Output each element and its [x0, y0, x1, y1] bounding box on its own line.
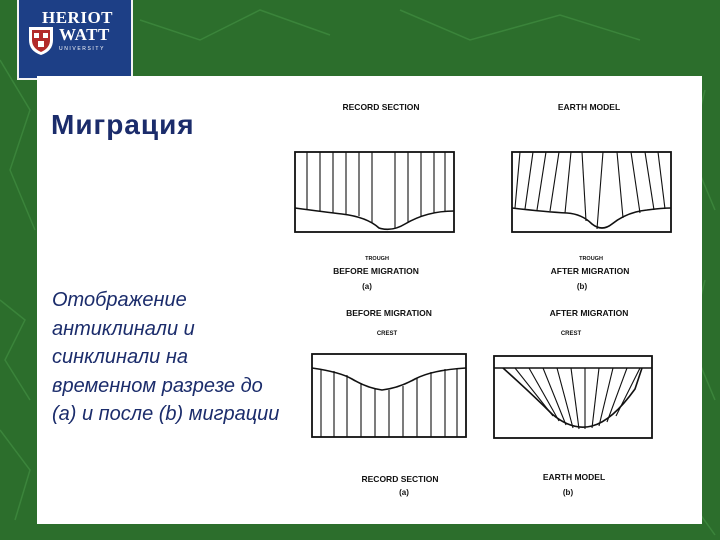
top-left-diagram [295, 152, 454, 232]
top-right-header: EARTH MODEL [557, 102, 621, 112]
bottom-left-feature: CREST [376, 331, 398, 337]
logo-text-heriot: HERIOT [42, 8, 114, 27]
logo-text-university: UNIVERSITY [59, 46, 106, 52]
migration-figure [37, 76, 702, 524]
top-left-header: RECORD SECTION [342, 102, 420, 112]
top-left-caption: BEFORE MIGRATION [333, 266, 419, 276]
top-right-feature: TROUGH [579, 256, 603, 262]
university-logo [17, 0, 133, 80]
bottom-right-feature: CREST [560, 331, 582, 337]
bottom-left-letter: (a) [399, 488, 409, 497]
slide-content [37, 76, 702, 524]
bottom-right-header: AFTER MIGRATION [549, 308, 629, 318]
bottom-left-diagram [312, 354, 466, 437]
bottom-left-caption: RECORD SECTION [361, 474, 439, 484]
bottom-right-caption: EARTH MODEL [542, 472, 606, 482]
top-left-letter: (a) [362, 282, 372, 291]
slide-caption: Отображение антиклинали и синклинали на временном разрезе до (а) и после (b) миграции [52, 289, 280, 425]
top-left-feature: TROUGH [365, 256, 389, 262]
top-right-caption: AFTER MIGRATION [550, 266, 630, 276]
bottom-right-letter: (b) [562, 488, 574, 497]
bottom-left-header: BEFORE MIGRATION [346, 308, 432, 318]
top-right-letter: (b) [576, 282, 588, 291]
top-right-diagram [512, 152, 671, 232]
bottom-right-diagram [494, 356, 652, 438]
slide-title: Миграция [51, 109, 195, 140]
crest-icon [28, 26, 54, 56]
logo-text-watt: WATT [59, 25, 110, 44]
